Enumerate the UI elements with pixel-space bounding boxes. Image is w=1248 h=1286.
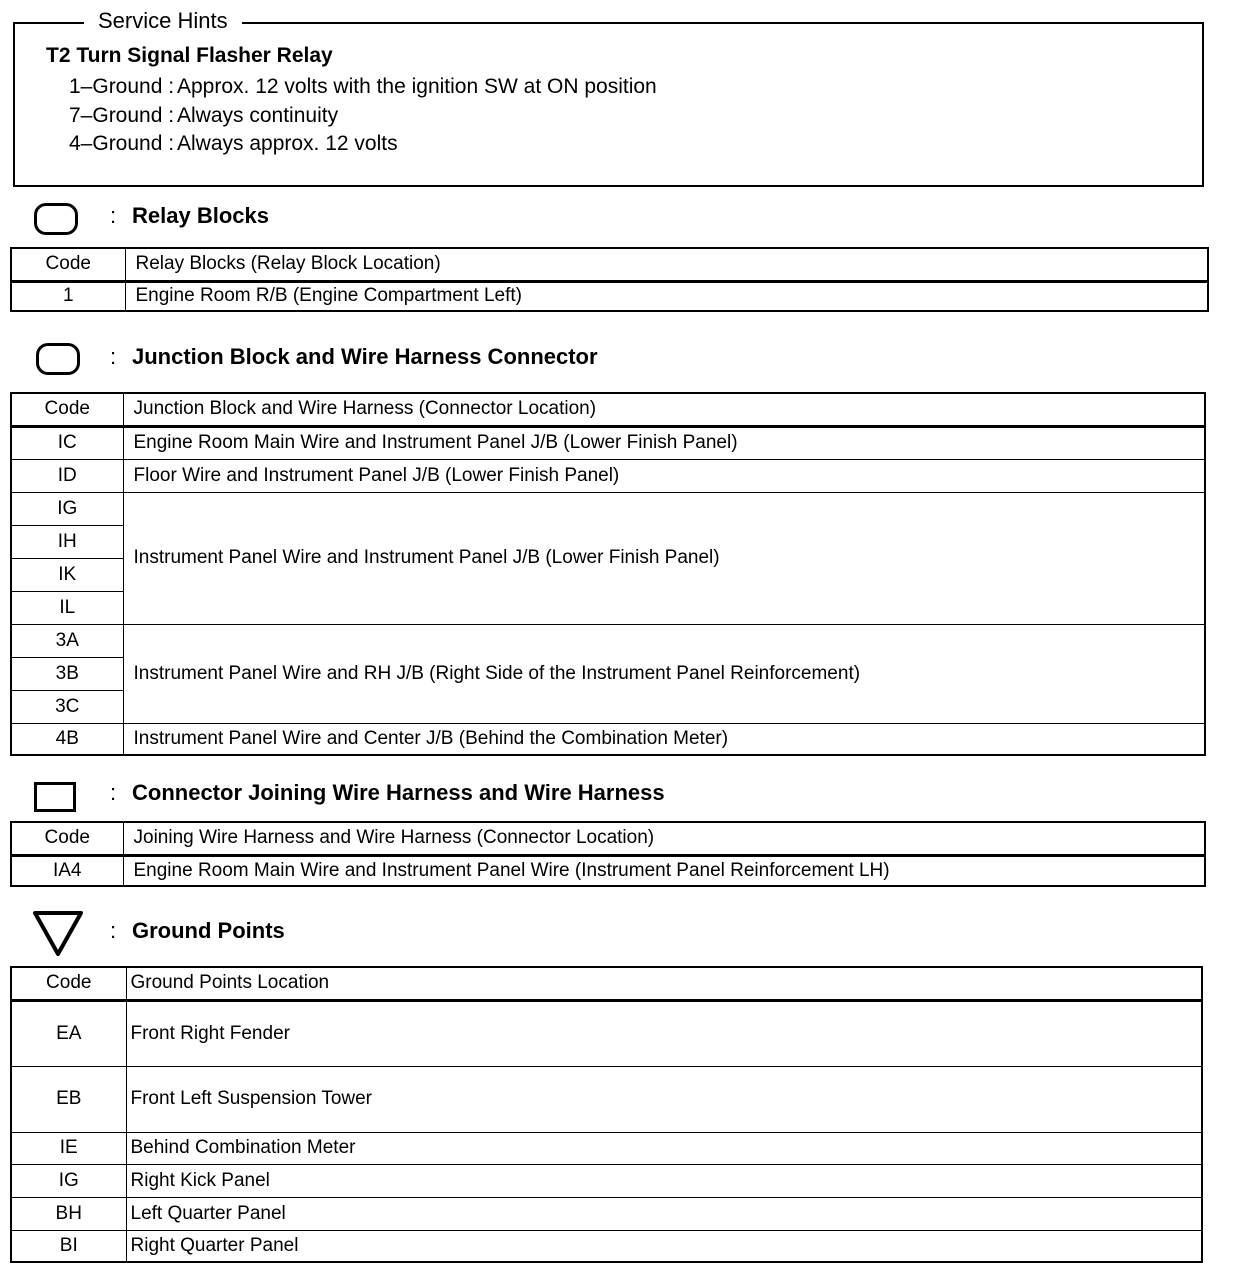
cell-code: IH [11, 525, 123, 558]
cell-code: IK [11, 558, 123, 591]
service-hints-title: Service Hints [84, 8, 242, 34]
table-row [11, 1000, 1202, 1066]
ground-points-heading [110, 918, 285, 944]
cell-location: Right Kick Panel [126, 1164, 1202, 1197]
hint-text: Always continuity [177, 104, 339, 127]
cell-location: Engine Room Main Wire and Instrument Panel J/B (Lower Finish Panel) [123, 426, 1205, 459]
cell-location: Engine Room Main Wire and Instrument Panel Wire (Instrument Panel Reinforcement LH) [123, 855, 1205, 886]
junction-heading [110, 344, 598, 370]
cell-code: BH [11, 1197, 126, 1230]
cell-location: Right Quarter Panel [126, 1230, 1202, 1262]
cell-code: IE [11, 1132, 126, 1164]
cell-location: Front Left Suspension Tower [126, 1066, 1202, 1132]
heading-colon: : [110, 780, 117, 805]
hint-line [69, 75, 657, 99]
table-row [11, 1197, 1202, 1230]
junction-title: Junction Block and Wire Harness Connector [132, 344, 598, 369]
cell-location: Behind Combination Meter [126, 1132, 1202, 1164]
cell-location: Instrument Panel Wire and RH J/B (Right Side of the Instrument Panel Reinforcement) [123, 624, 1205, 723]
junction-block-symbol-icon [36, 343, 80, 375]
header-location: Junction Block and Wire Harness (Connector Location) [123, 393, 1205, 426]
heading-colon: : [110, 203, 117, 228]
connectors-table [10, 821, 1206, 887]
cell-code: 3B [11, 657, 123, 690]
table-header-row [11, 967, 1202, 1000]
cell-location: Left Quarter Panel [126, 1197, 1202, 1230]
relay-block-symbol-icon [34, 203, 78, 235]
connector-heading [110, 780, 665, 806]
cell-code: EA [11, 1000, 126, 1066]
hint-text: Always approx. 12 volts [177, 132, 398, 155]
header-code: Code [11, 822, 123, 855]
relay-blocks-table [10, 247, 1209, 312]
cell-code: IC [11, 426, 123, 459]
ground-point-triangle-icon [32, 910, 84, 958]
header-location: Ground Points Location [126, 967, 1202, 1000]
cell-code: IA4 [11, 855, 123, 886]
cell-code: 3A [11, 624, 123, 657]
cell-code: 3C [11, 690, 123, 723]
relay-blocks-title: Relay Blocks [132, 203, 269, 228]
table-row [11, 855, 1205, 886]
table-row [11, 723, 1205, 755]
hint-pin: 1–Ground : [69, 75, 175, 98]
hint-line [69, 104, 338, 128]
heading-colon: : [110, 918, 117, 943]
cell-code: 4B [11, 723, 123, 755]
cell-code: IG [11, 492, 123, 525]
table-row [11, 624, 1205, 657]
table-row [11, 1164, 1202, 1197]
cell-location: Engine Room R/B (Engine Compartment Left) [125, 281, 1208, 311]
header-location: Joining Wire Harness and Wire Harness (Connector Location) [123, 822, 1205, 855]
cell-code: IL [11, 591, 123, 624]
relay-blocks-heading [110, 203, 269, 229]
connector-symbol-icon [34, 782, 76, 812]
component-title: T2 Turn Signal Flasher Relay [46, 44, 333, 67]
table-row [11, 1230, 1202, 1262]
cell-code: ID [11, 459, 123, 492]
hint-pin: 4–Ground : [69, 132, 175, 155]
table-header-row [11, 248, 1208, 281]
ground-points-table [10, 966, 1203, 1263]
table-row [11, 281, 1208, 311]
table-row [11, 426, 1205, 459]
table-row [11, 1066, 1202, 1132]
hint-text: Approx. 12 volts with the ignition SW at ON position [177, 75, 657, 98]
header-code: Code [11, 248, 125, 281]
cell-location: Instrument Panel Wire and Center J/B (Behind the Combination Meter) [123, 723, 1205, 755]
header-code: Code [11, 393, 123, 426]
connector-title: Connector Joining Wire Harness and Wire Harness [132, 780, 665, 805]
cell-code: 1 [11, 281, 125, 311]
cell-code: IG [11, 1164, 126, 1197]
header-location: Relay Blocks (Relay Block Location) [125, 248, 1208, 281]
cell-location: Floor Wire and Instrument Panel J/B (Lower Finish Panel) [123, 459, 1205, 492]
hint-pin: 7–Ground : [69, 104, 175, 127]
table-header-row [11, 393, 1205, 426]
heading-colon: : [110, 344, 117, 369]
junction-blocks-table [10, 392, 1206, 756]
table-row [11, 492, 1205, 525]
cell-location: Front Right Fender [126, 1000, 1202, 1066]
cell-code: EB [11, 1066, 126, 1132]
table-row [11, 1132, 1202, 1164]
ground-points-title: Ground Points [132, 918, 285, 943]
header-code: Code [11, 967, 126, 1000]
hint-line [69, 132, 398, 156]
table-row [11, 459, 1205, 492]
cell-location: Instrument Panel Wire and Instrument Panel J/B (Lower Finish Panel) [123, 492, 1205, 624]
cell-code: BI [11, 1230, 126, 1262]
table-header-row [11, 822, 1205, 855]
